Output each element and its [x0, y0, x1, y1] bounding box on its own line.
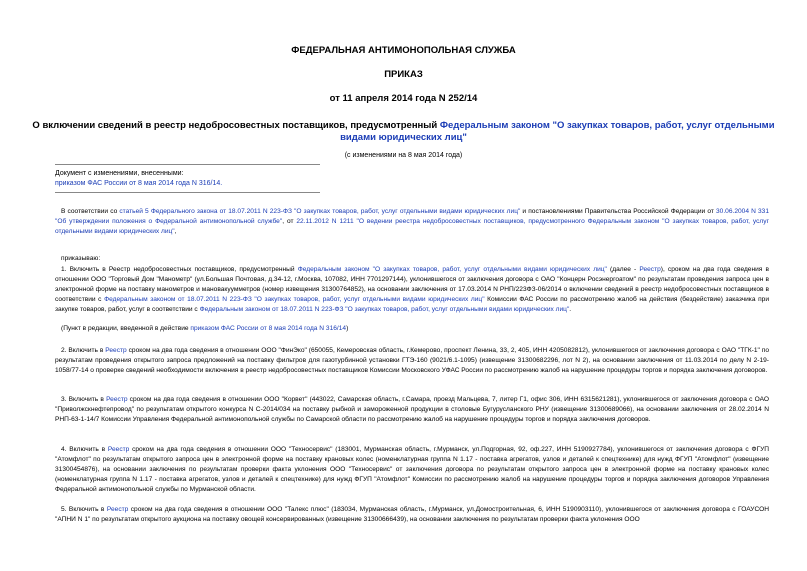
- paragraph-text: 5. Включить в: [61, 506, 107, 513]
- registry-link[interactable]: Реестр: [107, 446, 130, 453]
- paragraph-text: (Пункт в редакции, введенной в действие: [61, 325, 191, 332]
- item-1-note: [55, 324, 769, 334]
- paragraph-text: , от: [282, 218, 297, 225]
- amendment-order-link[interactable]: приказом ФАС России от 8 мая 2014 года N 316/14: [190, 325, 347, 332]
- paragraph-text: сроком на два года сведения в отношении ООО "Корвет" (443022, Самарская область, г.Самара, проезд Мальцева, 7, литер Г1, офис 306, ИНН 6315621281), уклонившегося от заключения договора с ОАО "Приволжскнефтепровод" по результатам открытого конкурса N С-2014/034 на поставку рыбной и замороженной продукции в столовые Бугурусланского РНУ (извещение 31300689066), на основании заключения от 28.02.2014 N РНП-63-1-14/7 Комиссии Управления Федеральной антимонопольной службы по Самарской области по рассмотрению жалоб на нарушение процедуры торгов и порядка заключения договоров.: [55, 396, 770, 423]
- paragraph-text: 1. Включить в Реестр недобросовестных поставщиков, предусмотренный: [61, 266, 298, 273]
- paragraph-text: (далее -: [606, 266, 640, 273]
- paragraph-text: Комиссии ФАС России по рассмотрению жалоб на действия (бездействие) заказчика при закупке товаров, работ, услуг в соответствии с: [55, 296, 770, 313]
- paragraph-text: В соответствии со: [61, 208, 120, 215]
- paragraph-text: ,: [174, 228, 177, 235]
- paragraph-text: ), сроком на два года сведения в отношении ООО "Торговый Дом "Манометр" (ул.Большая Почтовая, д.34-12, г.Москва, 107082, ИНН 7701297144), уклонившегося от заключения договора с ОАО "Концерн Росэнергоатом" по результатам проведения запроса цен в электронной форме на поставку манометров и мановакуумметров (номер извещения 31300764852), на основании заключения от 17.03.2014 N РНП/223ФЗ-06/2014 о включении сведений в реестр недобросовестных поставщиков в соответствии с: [55, 266, 769, 303]
- law-link[interactable]: Федеральным законом от 18.07.2011 N 223-ФЗ "О закупках товаров, работ, услуг отдельными видами юридических лиц": [199, 306, 570, 313]
- item-1: [55, 265, 769, 315]
- registry-link[interactable]: Реестр: [105, 347, 127, 354]
- item-2: [55, 346, 769, 376]
- paragraph-text: 3. Включить в: [61, 396, 107, 403]
- decree-1211-link[interactable]: 22.11.2012 N 1211 "О ведении реестра недобросовестных поставщиков, предусмотренного Федеральным законом "О закупках товаров, работ, услуг отдельными видами юридических лиц": [55, 218, 769, 235]
- paragraph-text: сроком на два года сведения в отношении ООО "Талекс плюс" (183034, Мурманская область, г.Мурманск, ул.Домостроительная, 6, ИНН 5190903110), уклонившегося от заключения договора с ГОАУСОН "АПНИ N 1" по результатам открытого аукциона на поставку овощей консервированных (извещение 31300666439), на основании заключения по результатам проверки факта уклонения ООО: [55, 506, 769, 523]
- amendment-order-link[interactable]: приказом ФАС России от 8 мая 2014 года N 316/14.: [55, 180, 223, 187]
- order-date: от 11 апреля 2014 года N 252/14: [329, 93, 478, 104]
- registry-link[interactable]: Реестр: [106, 396, 128, 403]
- law-article-link[interactable]: статьей 5 Федерального закона от 18.07.2011 N 223-ФЗ "О закупках товаров, работ, услуг отдельными видами юридических лиц": [119, 208, 521, 215]
- order-verb: [55, 254, 769, 264]
- paragraph-text: сроком на два года сведения в отношении ООО "ФинЭко" (650055, Кемеровская область, г.Кемерово, проспект Ленина, 33, 2, 405, ИНН 4205082812), уклонившегося от заключения договора с ОАО "ТГК-1" по результатам проведения открытого запроса предложений на поставку фильтров для газотурбинной установки ГТЭ-160 (9021/6.1-1095) (извещение 31300682296, лот N 2), на основании заключения от 11.03.2014 по делу N 2-19-1058/77-14 о проверке сведений необходимости включения в реестр недобросовестных поставщиков Комиссии Московского УФАС России по рассмотрению жалоб на нарушение процедуры торгов и порядка заключения договоров.: [55, 347, 770, 374]
- item-3: [55, 395, 769, 425]
- registry-link[interactable]: Реестр: [106, 506, 129, 513]
- document-title: [30, 120, 777, 144]
- order-heading: ПРИКАЗ: [384, 69, 423, 80]
- item-4: [55, 445, 769, 495]
- law-link[interactable]: Федеральным законом от 18.07.2011 N 223-ФЗ "О закупках товаров, работ, услуг отдельными видами юридических лиц": [104, 296, 485, 303]
- paragraph-text: .: [569, 306, 572, 313]
- paragraph-text: сроком на два года сведения в отношении ООО "Техносервис" (183001, Мурманская область, г.Мурманск, ул.Подгорная, 92, оф.227, ИНН 5190927784), уклонившегося от заключения договора с ФГУП "Атомфлот" по результатам открытого запроса цен в электронной форме на поставку крановых колес (номенклатурная группа N 1.17 - поставка агрегатов, узлов и деталей к спецтехнике) для нужд ФГУП "Атомфлот" (извещение 31300454876), на основании заключения по результатам проверки факта уклонения ООО "Техносервис" от заключения договора по результатам открытого запроса цен в электронной форме на поставку крановых колес (номенклатурная группа N 1.17 - поставка агрегатов, узлов и деталей к спецтехнике) для нужд ФГУП "Атомфлот" Комиссии по рассмотрению жалоб на нарушение процедуры торгов и порядка заключения договоров Управления Федеральной антимонопольной службы по Мурманской области.: [55, 446, 770, 493]
- decree-331-link[interactable]: 30.06.2004 N 331 "Об утверждении положения о Федеральной антимонопольной службе": [55, 208, 769, 225]
- title-law-link[interactable]: Федеральным законом "О закупках товаров, работ, услуг отдельными видами юридических лиц": [340, 120, 775, 143]
- amendment-note: (с изменениями на 8 мая 2014 года): [344, 152, 463, 159]
- divider: [55, 192, 320, 193]
- org-heading: ФЕДЕРАЛЬНАЯ АНТИМОНОПОЛЬНАЯ СЛУЖБА: [291, 45, 516, 56]
- paragraph-text: и постановлениями Правительства Российской Федерации от: [520, 208, 716, 215]
- item-5: [55, 505, 769, 525]
- registry-link[interactable]: Реестр: [639, 266, 661, 273]
- title-text: О включении сведений в реестр недобросовестных поставщиков, предусмотренный: [32, 120, 440, 131]
- paragraph-text: 2. Включить в: [61, 347, 106, 354]
- paragraph-text: 4. Включить в: [61, 446, 108, 453]
- intro-paragraph: [55, 207, 769, 237]
- law-link[interactable]: Федеральным законом "О закупках товаров, работ, услуг отдельными видами юридических лиц": [297, 266, 607, 273]
- paragraph-text: ): [346, 325, 349, 332]
- paragraph-text: приказываю:: [61, 255, 101, 262]
- divider: [55, 164, 320, 165]
- amendments-label: Документ с изменениями, внесенными:: [55, 170, 184, 177]
- amendments-box: [55, 164, 320, 193]
